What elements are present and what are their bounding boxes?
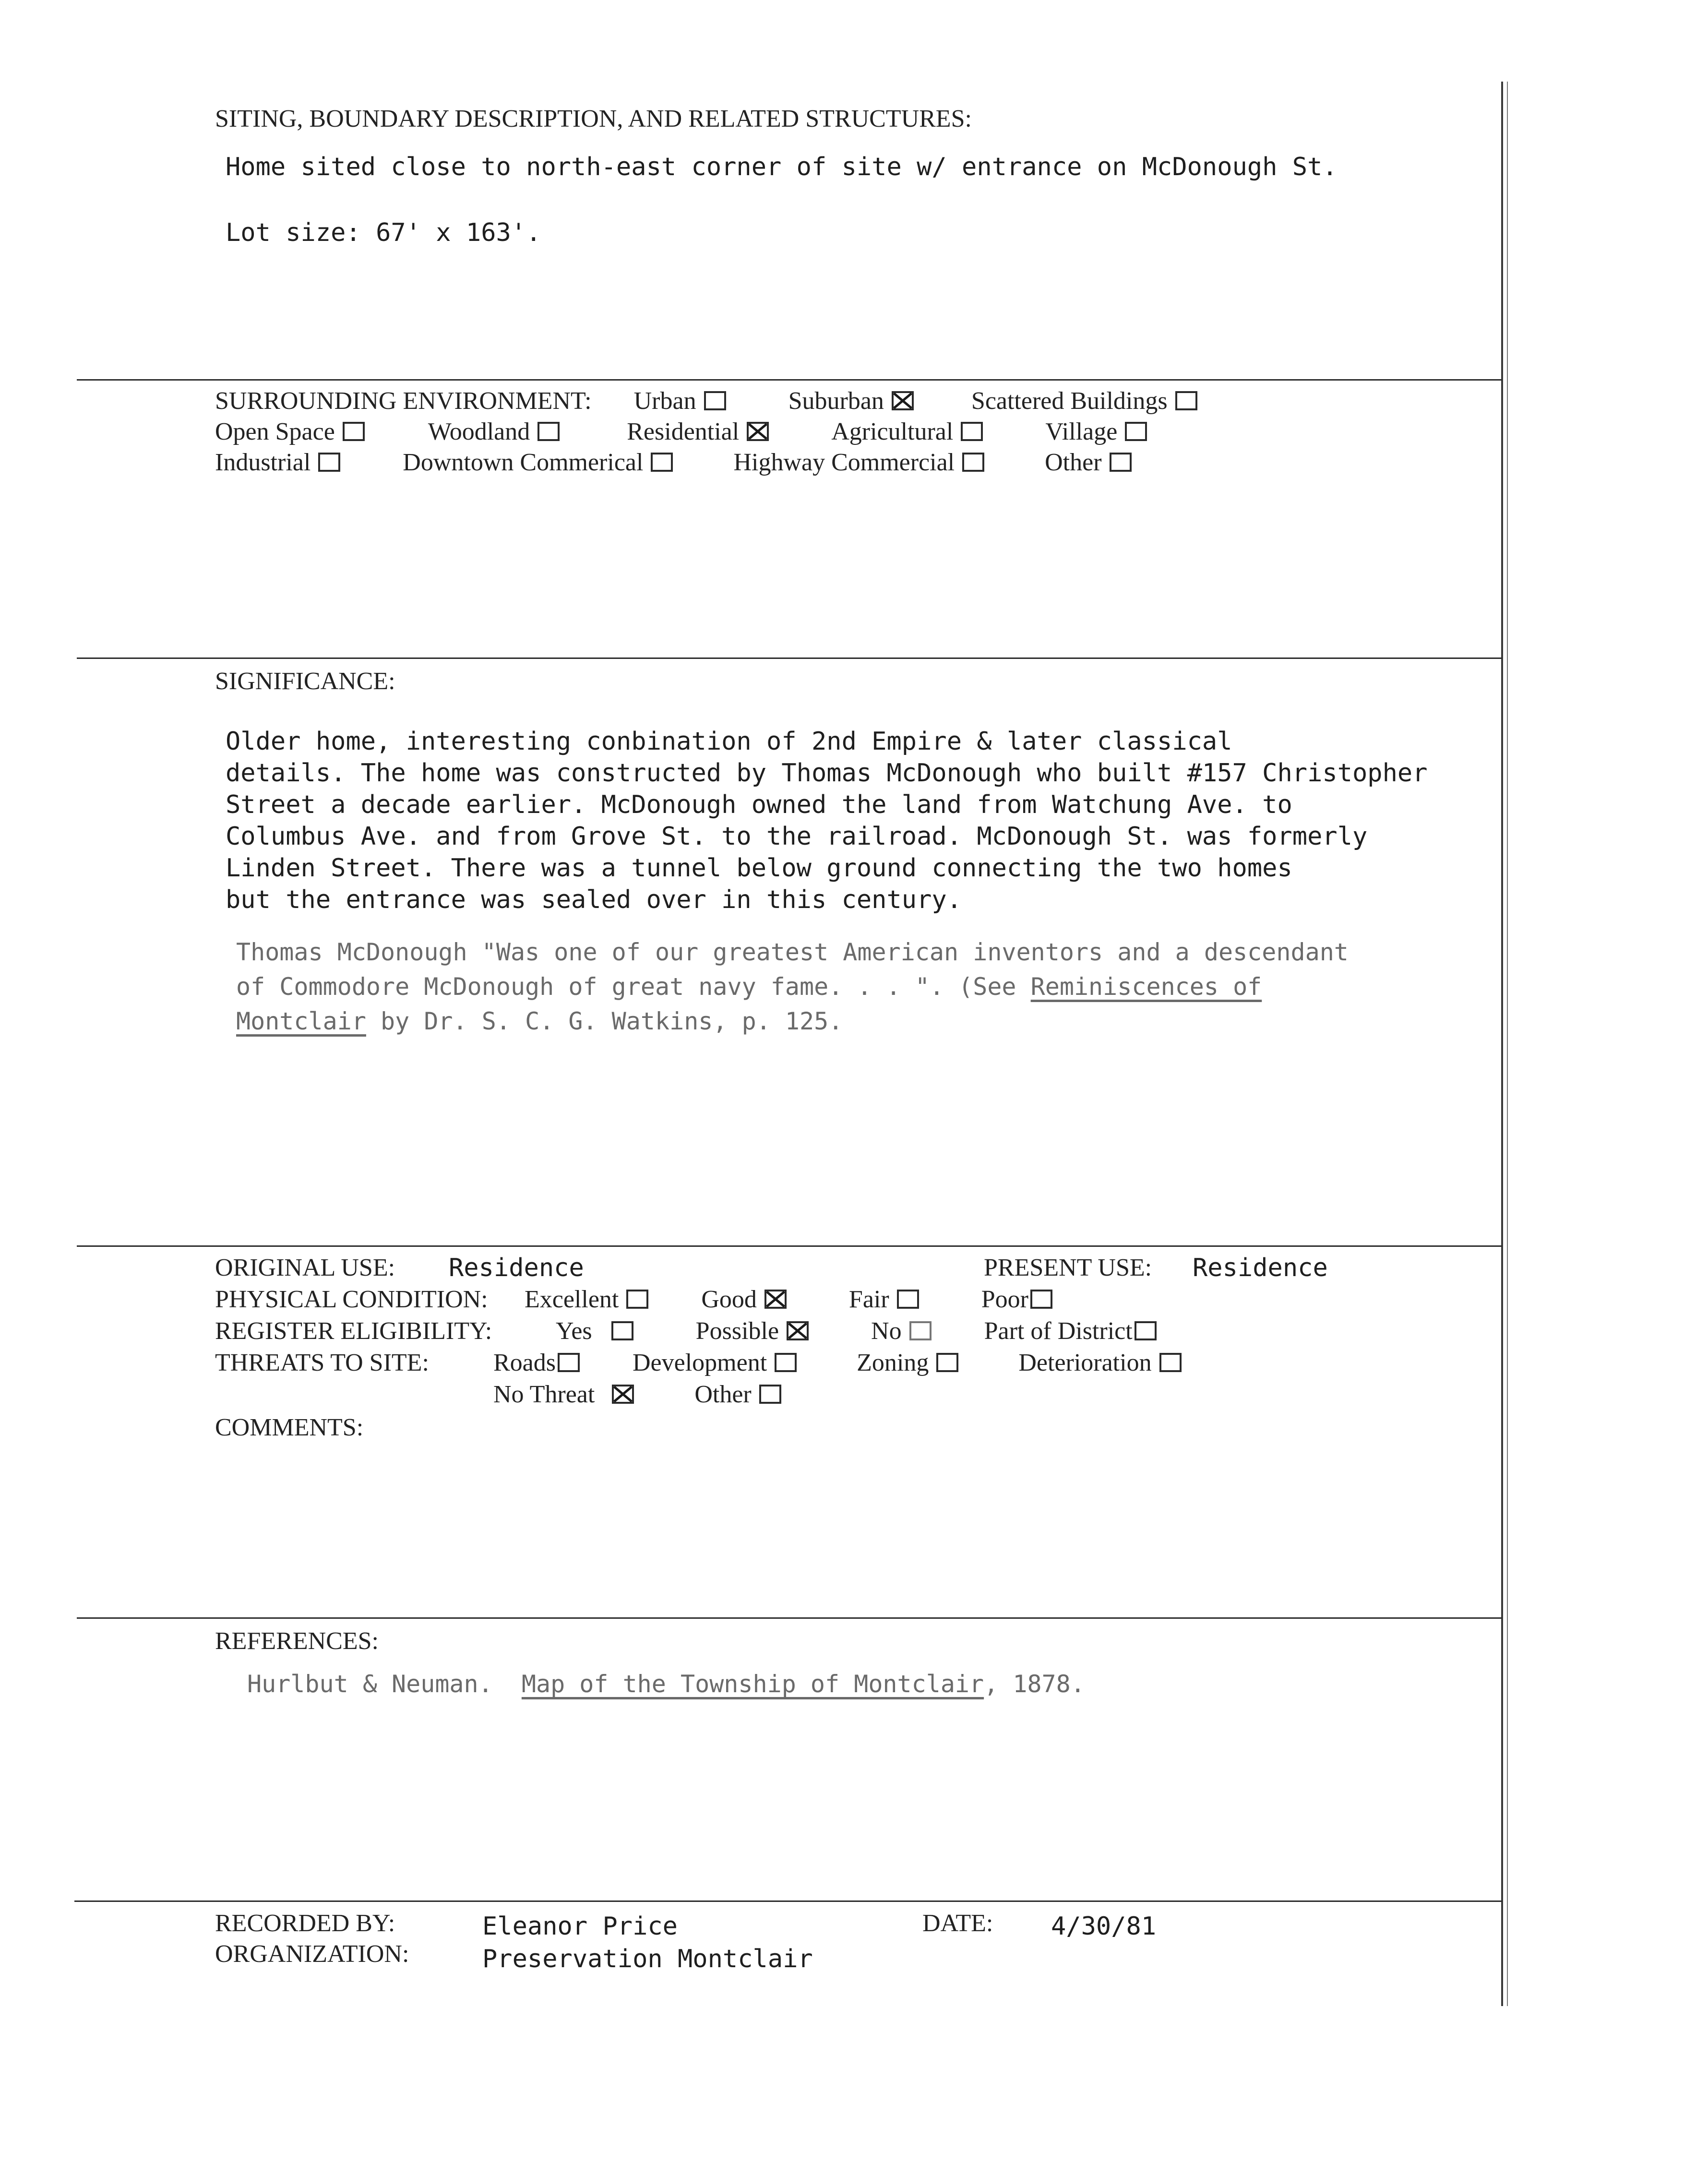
reference-entry: [247, 1670, 1085, 1698]
condition-row: [215, 1282, 1052, 1316]
divider-3: [77, 1245, 1502, 1247]
significance-line: details. The home was constructed by Thomas McDonough who built #157 Christopher: [226, 759, 1428, 788]
significance-line: Linden Street. There was a tunnel below ground connecting the two homes: [226, 854, 1292, 883]
significance-quote: [236, 935, 1349, 1039]
original-use-label: ORIGINAL USE:: [215, 1254, 395, 1281]
reference-year: , 1878.: [984, 1670, 1085, 1698]
checkbox-good[interactable]: [764, 1290, 787, 1309]
book-title-part-2: Montclair: [236, 1007, 366, 1035]
checkbox-zoning[interactable]: [936, 1353, 958, 1372]
env-option-agricultural[interactable]: Agricultural: [831, 418, 983, 446]
threat-deterioration[interactable]: Deterioration: [1018, 1349, 1181, 1377]
significance-text: [226, 726, 1428, 916]
env-option-residential[interactable]: Residential: [627, 418, 769, 446]
threats-row-2: [493, 1377, 781, 1411]
threat-zoning[interactable]: Zoning: [857, 1349, 958, 1377]
checkbox-env-other[interactable]: [1110, 453, 1132, 472]
checkbox-part-of-district[interactable]: [1135, 1321, 1157, 1340]
condition-good[interactable]: Good: [701, 1285, 787, 1314]
checkbox-village[interactable]: [1125, 422, 1147, 441]
checkbox-industrial[interactable]: [318, 453, 340, 472]
significance-line: Street a decade earlier. McDonough owned the land from Watchung Ave. to: [226, 790, 1292, 819]
threat-other[interactable]: Other: [694, 1380, 781, 1409]
condition-fair[interactable]: Fair: [849, 1285, 919, 1314]
register-row: [215, 1314, 1157, 1348]
divider-1: [77, 379, 1502, 381]
env-option-scattered-buildings[interactable]: Scattered Buildings: [971, 387, 1197, 415]
checkbox-scattered-buildings[interactable]: [1175, 391, 1197, 410]
date-value: 4/30/81: [1051, 1912, 1157, 1941]
significance-line: Columbus Ave. and from Grove St. to the railroad. McDonough St. was formerly: [226, 822, 1368, 851]
environment-row-3: [215, 445, 1132, 479]
organization-value: Preservation Montclair: [482, 1945, 813, 1973]
organization-label: ORGANIZATION:: [215, 1940, 409, 1968]
env-option-open-space[interactable]: Open Space: [215, 418, 365, 446]
checkbox-threat-other[interactable]: [759, 1385, 781, 1404]
reference-title: Map of the Township of Montclair: [521, 1670, 984, 1698]
register-yes[interactable]: Yes: [556, 1317, 633, 1345]
condition-poor[interactable]: Poor: [981, 1285, 1052, 1314]
quote-line: Montclair by Dr. S. C. G. Watkins, p. 125.: [236, 1007, 843, 1035]
register-part-of-district[interactable]: Part of District: [984, 1317, 1157, 1345]
checkbox-residential[interactable]: [747, 422, 769, 441]
significance-line: but the entrance was sealed over in this century.: [226, 885, 962, 914]
checkbox-no[interactable]: [909, 1321, 932, 1340]
env-option-highway-commercial[interactable]: Highway Commercial: [733, 448, 984, 477]
environment-row-1: [215, 384, 1197, 418]
threats-label: THREATS TO SITE:: [215, 1349, 429, 1376]
reference-author: Hurlbut & Neuman.: [247, 1670, 493, 1698]
divider-4: [77, 1617, 1502, 1619]
checkbox-agricultural[interactable]: [961, 422, 983, 441]
condition-excellent[interactable]: Excellent: [525, 1285, 648, 1314]
threat-roads[interactable]: Roads: [493, 1349, 580, 1377]
env-option-industrial[interactable]: Industrial: [215, 448, 340, 477]
original-use-value: Residence: [449, 1254, 584, 1282]
quote-line: of Commodore McDonough of great navy fame. . . ". (See Reminiscences of: [236, 973, 1262, 1001]
comments-label: COMMENTS:: [215, 1414, 364, 1441]
checkbox-suburban[interactable]: [892, 391, 914, 410]
checkbox-downtown-commerical[interactable]: [651, 453, 673, 472]
register-possible[interactable]: Possible: [696, 1317, 809, 1345]
register-no[interactable]: No: [871, 1317, 932, 1345]
checkbox-excellent[interactable]: [626, 1290, 648, 1309]
checkbox-woodland[interactable]: [537, 422, 560, 441]
right-border: [1501, 82, 1503, 2006]
divider-5: [74, 1900, 1502, 1902]
env-option-village[interactable]: Village: [1045, 418, 1147, 446]
checkbox-open-space[interactable]: [343, 422, 365, 441]
threats-row-1: [215, 1346, 1182, 1379]
checkbox-yes[interactable]: [611, 1321, 633, 1340]
date-label: DATE:: [922, 1910, 993, 1937]
condition-label: PHYSICAL CONDITION:: [215, 1285, 488, 1313]
register-label: REGISTER ELIGIBILITY:: [215, 1317, 492, 1345]
book-title-part-1: Reminiscences of: [1030, 973, 1262, 1001]
environment-row-2: [215, 415, 1147, 448]
significance-line: Older home, interesting conbination of 2nd Empire & later classical: [226, 727, 1232, 756]
divider-2: [77, 657, 1502, 659]
right-border-inner: [1507, 82, 1508, 2006]
checkbox-development[interactable]: [775, 1353, 797, 1372]
recorded-by-label: RECORDED BY:: [215, 1910, 395, 1937]
env-option-downtown-commerical[interactable]: Downtown Commerical: [403, 448, 673, 477]
siting-description: Home sited close to north-east corner of site w/ entrance on McDonough St.: [226, 153, 1338, 181]
recorded-by-value: Eleanor Price: [482, 1912, 678, 1941]
checkbox-urban[interactable]: [704, 391, 726, 410]
env-option-woodland[interactable]: Woodland: [428, 418, 560, 446]
threat-no-threat[interactable]: No Threat: [493, 1380, 634, 1409]
lot-size: Lot size: 67' x 163'.: [226, 218, 541, 247]
env-option-other[interactable]: Other: [1045, 448, 1131, 477]
env-option-urban[interactable]: Urban: [634, 387, 726, 415]
present-use-label: PRESENT USE:: [984, 1254, 1152, 1281]
checkbox-poor[interactable]: [1030, 1290, 1052, 1309]
quote-line: Thomas McDonough "Was one of our greatest American inventors and a descendant: [236, 938, 1349, 966]
checkbox-fair[interactable]: [897, 1290, 919, 1309]
checkbox-highway-commercial[interactable]: [962, 453, 984, 472]
checkbox-possible[interactable]: [787, 1321, 809, 1340]
significance-heading: SIGNIFICANCE:: [215, 668, 395, 695]
threat-development[interactable]: Development: [633, 1349, 797, 1377]
siting-heading: SITING, BOUNDARY DESCRIPTION, AND RELATED STRUCTURES:: [215, 105, 972, 132]
checkbox-roads[interactable]: [558, 1353, 580, 1372]
checkbox-no-threat[interactable]: [612, 1385, 634, 1404]
environment-heading: SURROUNDING ENVIRONMENT:: [215, 387, 592, 415]
checkbox-deterioration[interactable]: [1159, 1353, 1182, 1372]
present-use-value: Residence: [1193, 1254, 1328, 1282]
references-heading: REFERENCES:: [215, 1627, 379, 1655]
env-option-suburban[interactable]: Suburban: [788, 387, 914, 415]
